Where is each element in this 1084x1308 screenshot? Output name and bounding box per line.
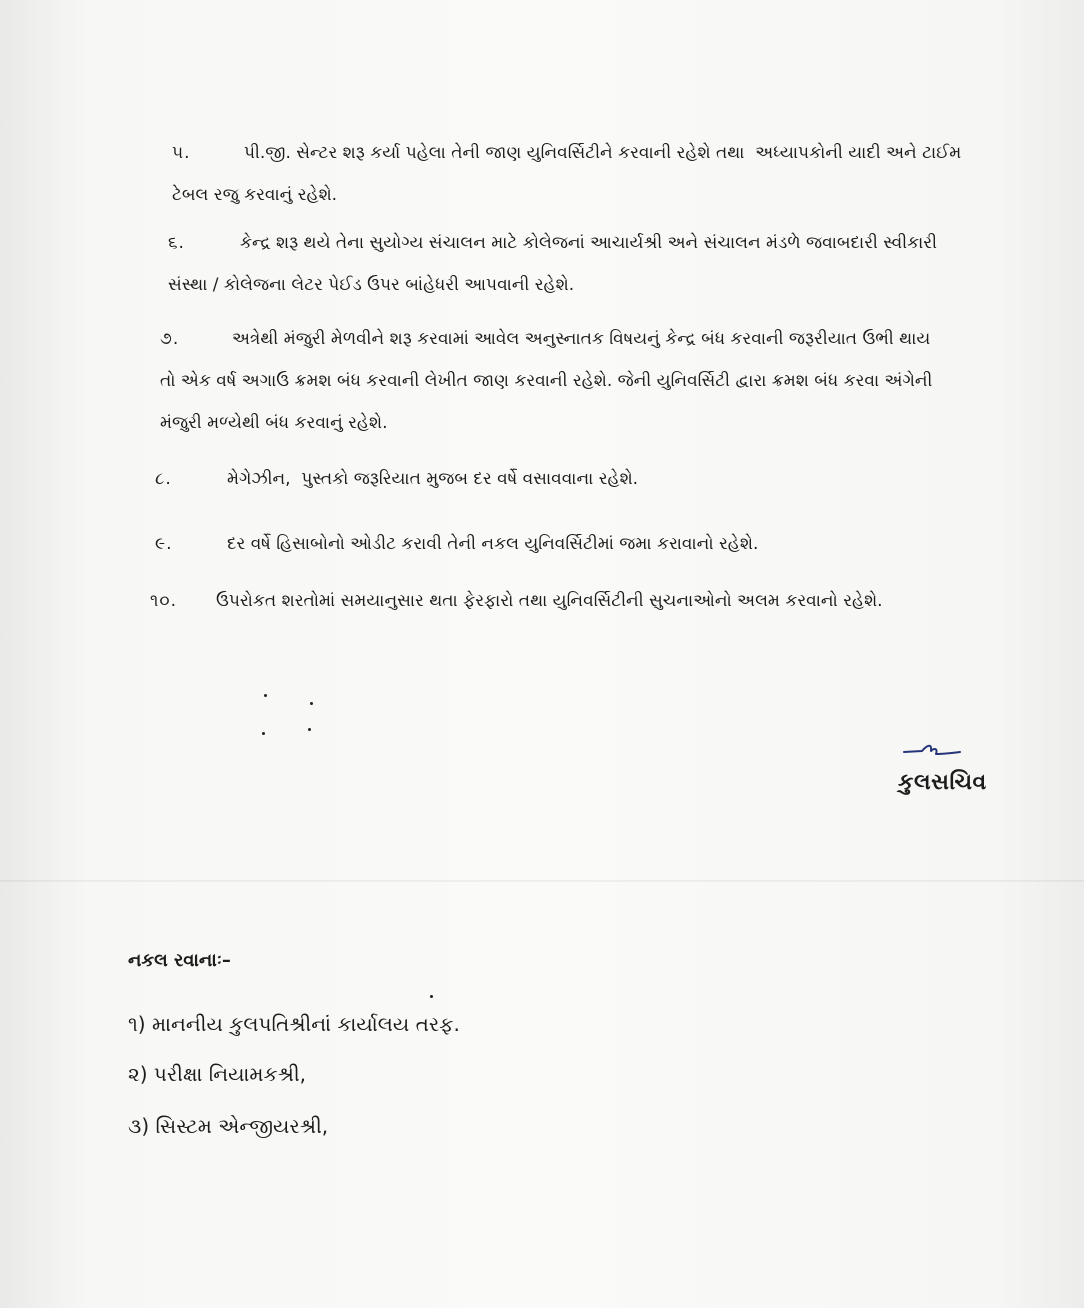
- copy-to-heading: નકલ રવાનાઃ–: [128, 950, 231, 971]
- clause-number: ૭.: [160, 329, 180, 349]
- clause-number: ૫.: [172, 143, 191, 163]
- copy-to-item: ૨) પરીક્ષા નિયામકશ્રી,: [128, 1062, 307, 1086]
- ink-speck: [308, 728, 311, 731]
- clause-text: ઉપરોકત શરતોમાં સમયાનુસાર થતા ફેરફારો તથા યુનિવર્સિટીની સુચનાઓનો અલમ કરવાનો રહેશે.: [216, 591, 883, 611]
- paper-fold-line: [0, 880, 1084, 882]
- clause-number: ૯.: [155, 534, 173, 554]
- ink-speck: [430, 995, 433, 998]
- clause-10: [150, 580, 1030, 622]
- clause-6: [168, 222, 1048, 306]
- clause-text: પી.જી. સેન્ટર શરૂ કર્યા પહેલા તેની જાણ યુનિવર્સિટીને કરવાની રહેશે તથા અધ્યાપકોની યાદી અને ટાઈમ ટેબલ રજુ કરવાનું રહેશે.: [172, 143, 962, 205]
- clause-9: [155, 523, 1035, 565]
- copy-to-item: ૩) સિસ્ટમ એન્જીયરશ્રી,: [128, 1114, 329, 1138]
- ink-speck: [264, 694, 267, 697]
- ink-speck: [262, 732, 265, 735]
- clause-text: મેગેઝીન, પુસ્તકો જરૂરિયાત મુજબ દર વર્ષે વસાવવાના રહેશે.: [227, 469, 639, 489]
- clause-7: [160, 318, 1040, 444]
- clause-text: કેન્દ્ર શરૂ થયે તેના સુયોગ્ય સંચાલન માટે કોલેજનાં આચાર્યશ્રી અને સંચાલન મંડળે જવાબદારી સ્વીકારી સંસ્થા / કોલેજના લેટર પેઈડ ઉપર બાંહેધરી આપવાની રહેશે.: [168, 233, 937, 295]
- clause-5: [172, 132, 1052, 216]
- signature-mark: [900, 738, 980, 768]
- clause-text: દર વર્ષે હિસાબોનો ઓડીટ કરાવી તેની નકલ યુનિવર્સિટીમાં જમા કરાવાનો રહેશે.: [227, 534, 759, 554]
- signatory-title: કુલસચિવ: [898, 770, 987, 795]
- clause-text: અત્રેથી મંજુરી મેળવીને શરૂ કરવામાં આવેલ અનુસ્નાતક વિષયનું કેન્દ્ર બંધ કરવાની જરૂરીયાત ઉભી થાય તો એક વર્ષ અગાઉ ક્રમશ બંધ કરવાની લેખીત જાણ કરવાની રહેશે. જેની યુનિવર્સિટી દ્વારા ક્રમશ બંધ કરવા અંગેની મંજુરી મળ્યેથી બંધ કરવાનું રહેશે.: [160, 329, 933, 433]
- clause-number: ૬.: [168, 233, 185, 253]
- clause-number: ૮.: [155, 469, 172, 489]
- ink-speck: [310, 702, 313, 705]
- clause-8: [155, 458, 1035, 500]
- clause-number: ૧૦.: [150, 591, 177, 611]
- copy-to-item: ૧) માનનીય કુલપતિશ્રીનાં કાર્યાલય તરફ.: [128, 1012, 460, 1036]
